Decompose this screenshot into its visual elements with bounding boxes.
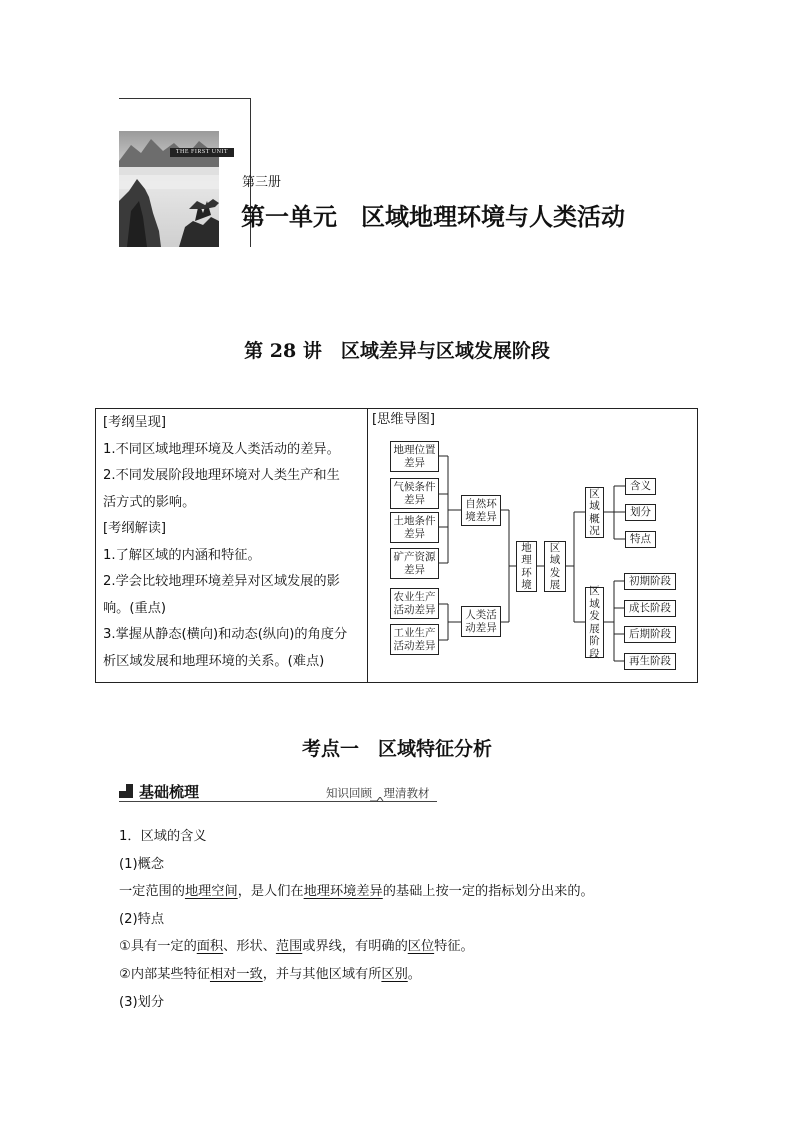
mindmap-node: 地理位置差异 [390, 441, 439, 472]
body-subheading: (2)特点 [119, 911, 165, 927]
mindmap-node-human-group: 人类活动差异 [461, 606, 501, 637]
basic-underline-notch [370, 797, 384, 805]
underlined-term: 地理环境差异 [303, 884, 383, 900]
exam-outline-label: [考纲呈现] [103, 415, 167, 430]
mindmap-node: 初期阶段 [624, 573, 676, 590]
basic-underline [119, 801, 437, 802]
mindmap-node-stages: 区域发展阶段 [585, 587, 604, 658]
body-line: ②内部某些特征相对一致，并与其他区域有所区别。 [119, 966, 421, 982]
exam-interpret-line: 析区域发展和地理环境的关系。(难点) [103, 653, 325, 669]
body-text [119, 823, 699, 1016]
basic-title: 基础梳理 [139, 783, 200, 801]
body-subheading: (3)划分 [119, 994, 165, 1010]
exam-interpret-line: 2.学会比较地理环境差异对区域发展的影 [103, 574, 340, 589]
basic-subtitle: 知识回顾 理清教材 [326, 786, 430, 800]
exam-interpret-label: [考纲解读] [103, 521, 167, 536]
lecture-title: 第 28 讲 区域差异与区域发展阶段 [244, 340, 550, 362]
outline-left-column [103, 410, 365, 675]
mindmap-node: 特点 [625, 531, 656, 548]
outline-divider [367, 408, 368, 683]
underlined-term: 区别 [381, 966, 408, 982]
body-line: ①具有一定的面积、形状、范围或界线，有明确的区位特征。 [119, 939, 474, 955]
mindmap-node: 矿产资源差异 [390, 548, 439, 579]
body-heading: 1．区域的含义 [119, 829, 207, 844]
mindmap-node: 含义 [625, 478, 656, 495]
basic-square-notch [119, 784, 126, 791]
exam-outline-line: 2.不同发展阶段地理环境对人类生产和生 [103, 468, 340, 483]
body-line: 一定范围的地理空间，是人们在地理环境差异的基础上按一定的指标划分出来的。 [119, 884, 594, 900]
book-label: 第三册 [242, 175, 282, 190]
mindmap-node-overview: 区域概况 [585, 487, 604, 538]
mindmap-node: 农业生产活动差异 [390, 588, 439, 619]
mindmap-node: 划分 [625, 504, 656, 521]
mindmap-node: 气候条件差异 [390, 478, 439, 509]
exam-outline-line: 活方式的影响。 [103, 494, 196, 510]
mindmap-node: 工业生产活动差异 [390, 624, 439, 655]
body-subheading: (1)概念 [119, 856, 165, 872]
underlined-term: 相对一致 [209, 966, 263, 982]
underlined-term: 地理空间 [184, 884, 238, 900]
mindmap-node: 成长阶段 [624, 600, 676, 617]
unit-photo-caption: THE FIRST UNIT [170, 148, 234, 157]
section-title: 考点一 区域特征分析 [301, 738, 492, 760]
exam-interpret-line: 响。(重点) [103, 600, 167, 616]
exam-interpret-line: 3.掌握从静态(横向)和动态(纵向)的角度分 [103, 627, 348, 642]
underlined-term: 区位 [407, 939, 435, 955]
exam-outline-line: 1.不同区域地理环境及人类活动的差异。 [103, 441, 340, 457]
underlined-term: 面积 [196, 939, 224, 955]
mindmap-node: 再生阶段 [624, 653, 676, 670]
mindmap-label: [思维导图] [372, 412, 436, 427]
mindmap-node-geo-env: 地理环境 [516, 541, 537, 592]
mindmap-node-natural-group: 自然环境差异 [461, 495, 501, 526]
mindmap-node: 后期阶段 [624, 626, 676, 643]
underlined-term: 范围 [275, 939, 303, 955]
mindmap-node: 土地条件差异 [390, 512, 439, 543]
mindmap-node-region-dev: 区域发展 [544, 541, 566, 592]
unit-title: 第一单元 区域地理环境与人类活动 [241, 203, 625, 231]
exam-interpret-line: 1.了解区域的内涵和特征。 [103, 547, 261, 563]
